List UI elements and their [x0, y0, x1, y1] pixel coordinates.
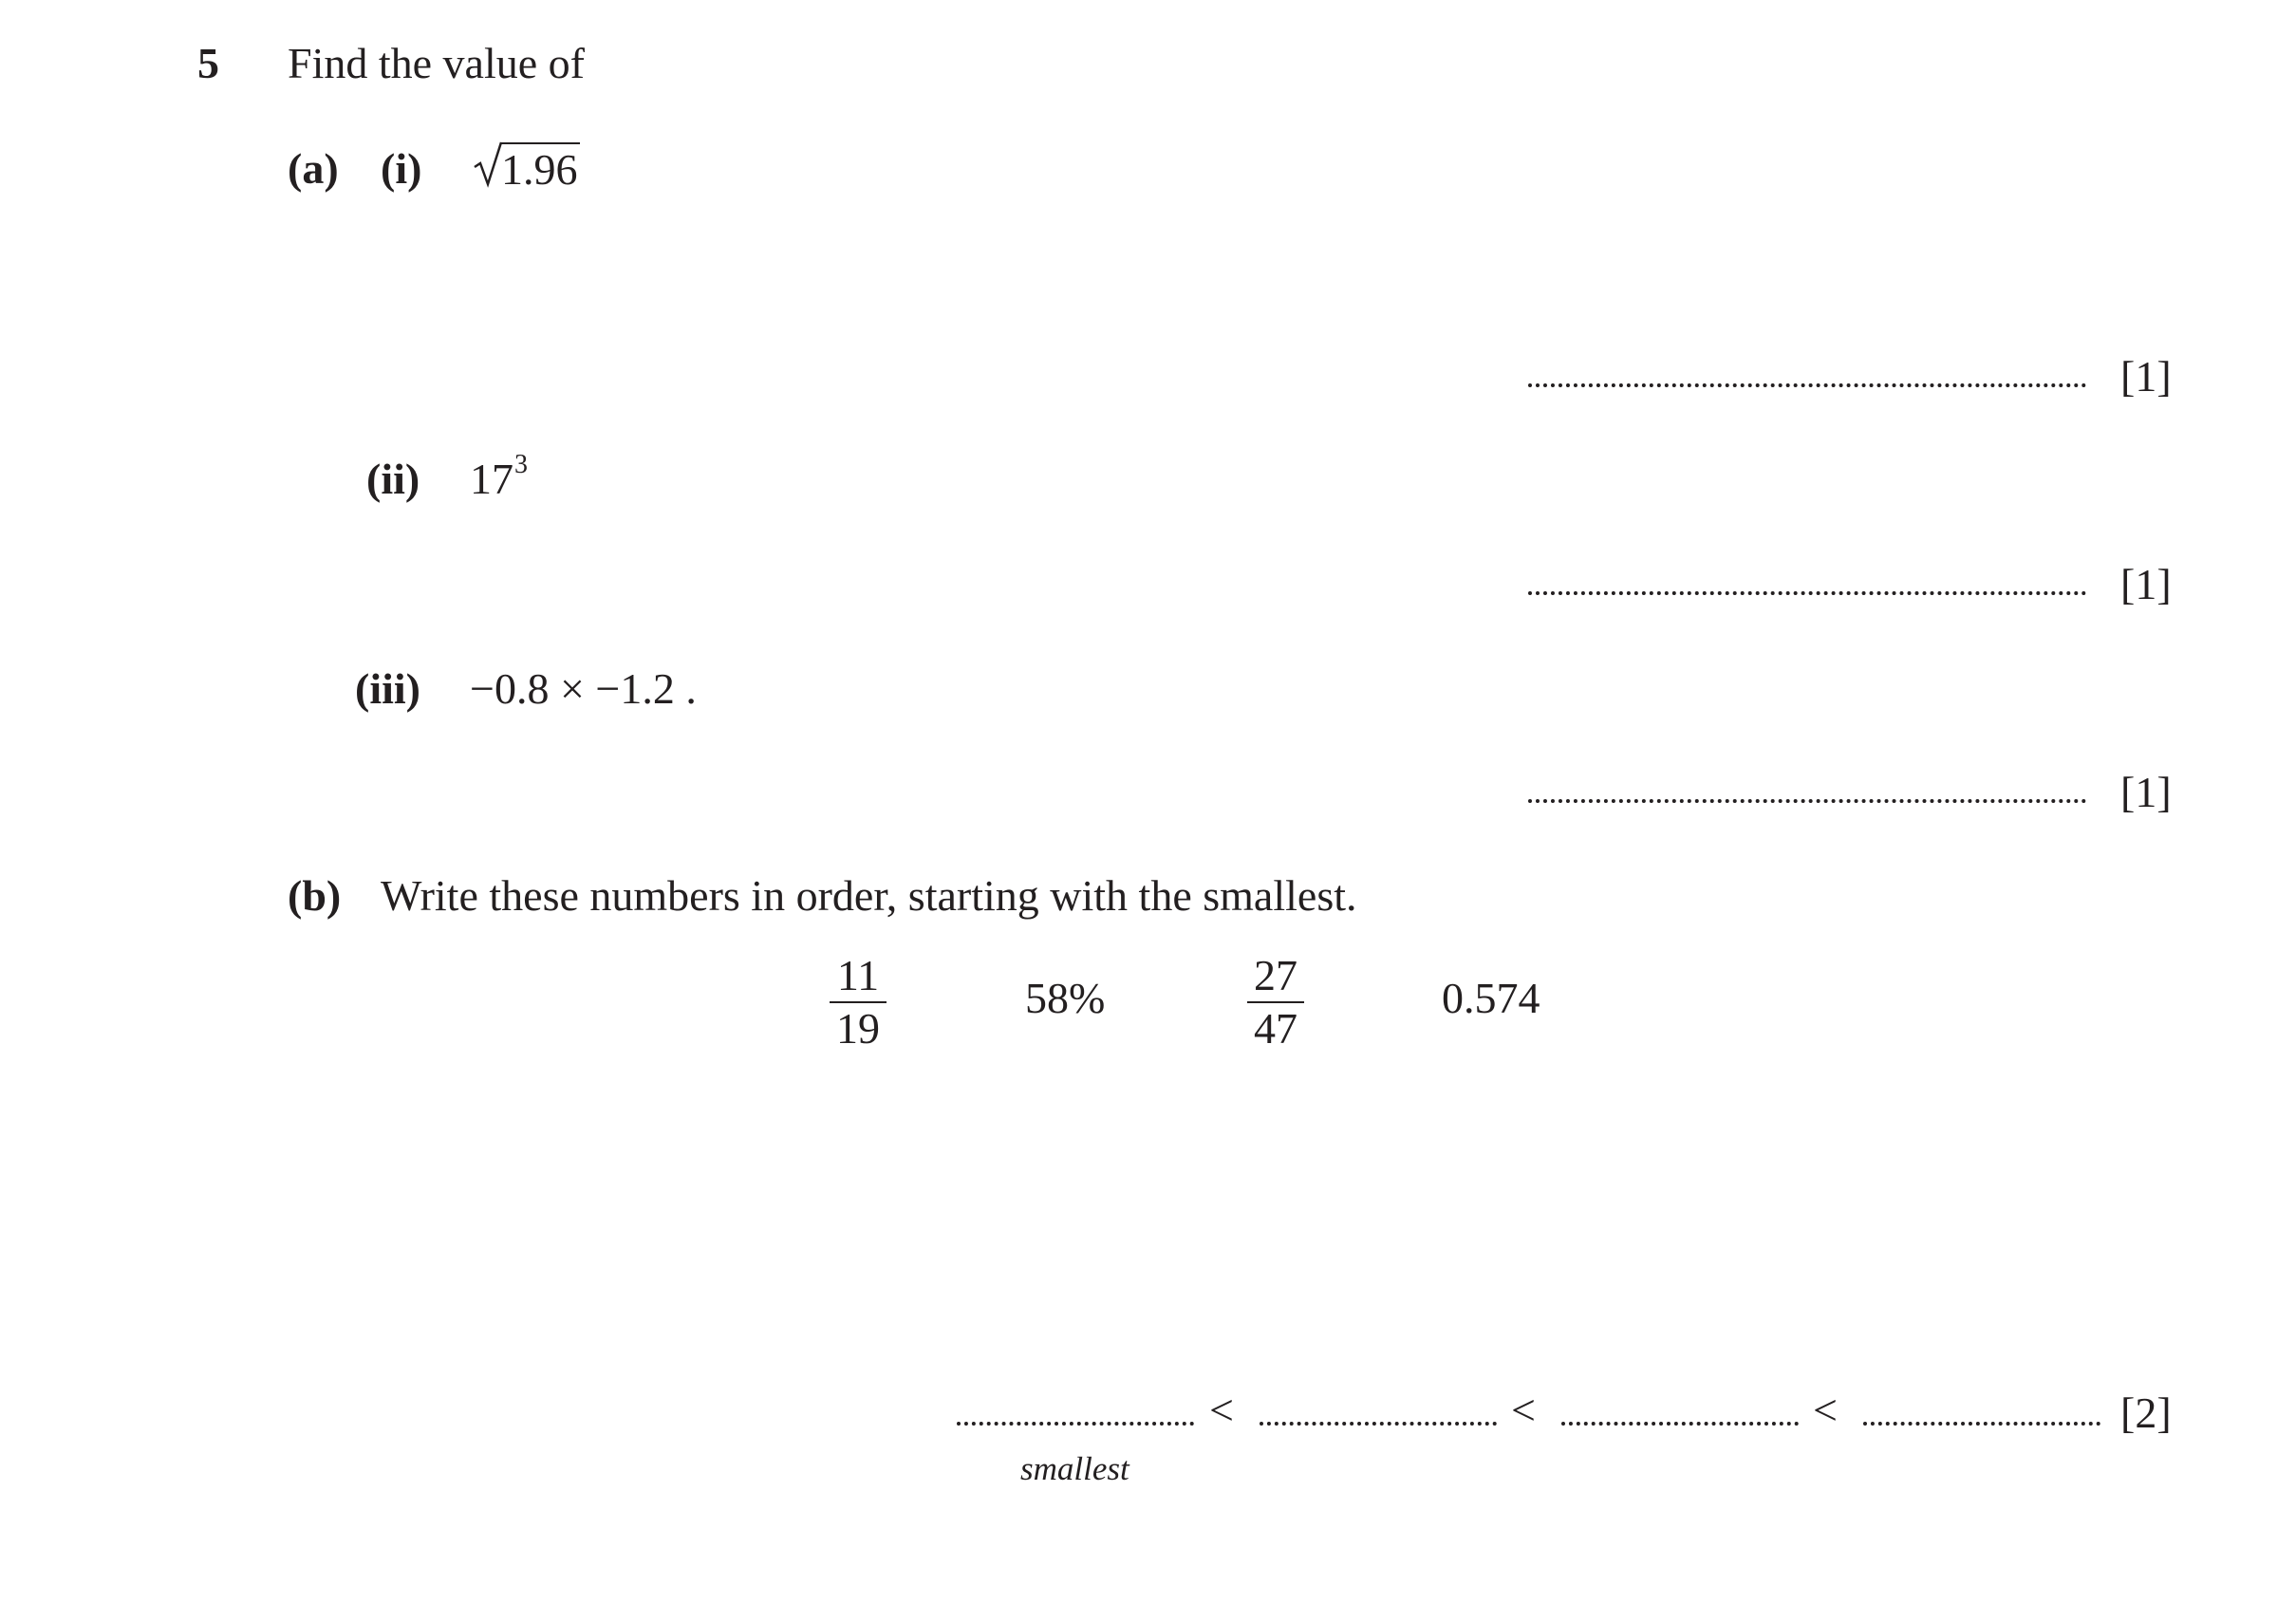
product-expression: −0.8 × −1.2 .	[470, 664, 697, 713]
question-number: 5	[197, 39, 219, 87]
part-a-iii-label: (iii)	[355, 664, 420, 713]
order-answer-line-3[interactable]	[1561, 1422, 1799, 1426]
fraction-bar	[1247, 1001, 1304, 1003]
order-answer-line-1[interactable]	[957, 1422, 1194, 1426]
less-than-sign: <	[1209, 1386, 1234, 1434]
marks-b: [2]	[2120, 1389, 2172, 1437]
part-a-label: (a)	[288, 144, 339, 193]
less-than-sign: <	[1813, 1386, 1838, 1434]
fraction-numerator: 27	[1254, 951, 1297, 999]
fraction-numerator: 11	[836, 951, 880, 999]
order-answer-line-4[interactable]	[1863, 1422, 2100, 1426]
answer-line-a-ii[interactable]	[1528, 591, 2086, 595]
fraction-twentyseven-fortysevenths	[1247, 951, 1304, 1053]
marks-a-i: [1]	[2120, 352, 2172, 401]
fraction-denominator: 47	[1254, 1004, 1297, 1053]
percent-value: 58%	[1025, 974, 1106, 1022]
part-a-i-label: (i)	[381, 144, 422, 193]
order-answer-line-2[interactable]	[1260, 1422, 1497, 1426]
part-b-label: (b)	[288, 871, 342, 920]
power-base: 17	[470, 455, 513, 503]
part-a-ii-label: (ii)	[366, 455, 420, 503]
fraction-eleven-nineteenths	[830, 951, 887, 1053]
decimal-value: 0.574	[1442, 974, 1540, 1022]
answer-line-a-iii[interactable]	[1528, 799, 2086, 803]
marks-a-iii: [1]	[2120, 768, 2172, 816]
smallest-label: smallest	[1020, 1450, 1129, 1487]
less-than-sign: <	[1511, 1386, 1536, 1434]
answer-line-a-i[interactable]	[1528, 383, 2086, 387]
power-expression	[470, 450, 528, 503]
marks-a-ii: [1]	[2120, 560, 2172, 608]
fraction-bar	[830, 1001, 887, 1003]
radicand: 1.96	[501, 142, 580, 192]
part-b-instruction: Write these numbers in order, starting with the smallest.	[381, 871, 1357, 920]
question-stem: Find the value of	[288, 39, 585, 87]
power-exponent: 3	[514, 450, 528, 479]
fraction-denominator: 19	[836, 1004, 880, 1053]
radical-sign-icon	[473, 140, 503, 188]
